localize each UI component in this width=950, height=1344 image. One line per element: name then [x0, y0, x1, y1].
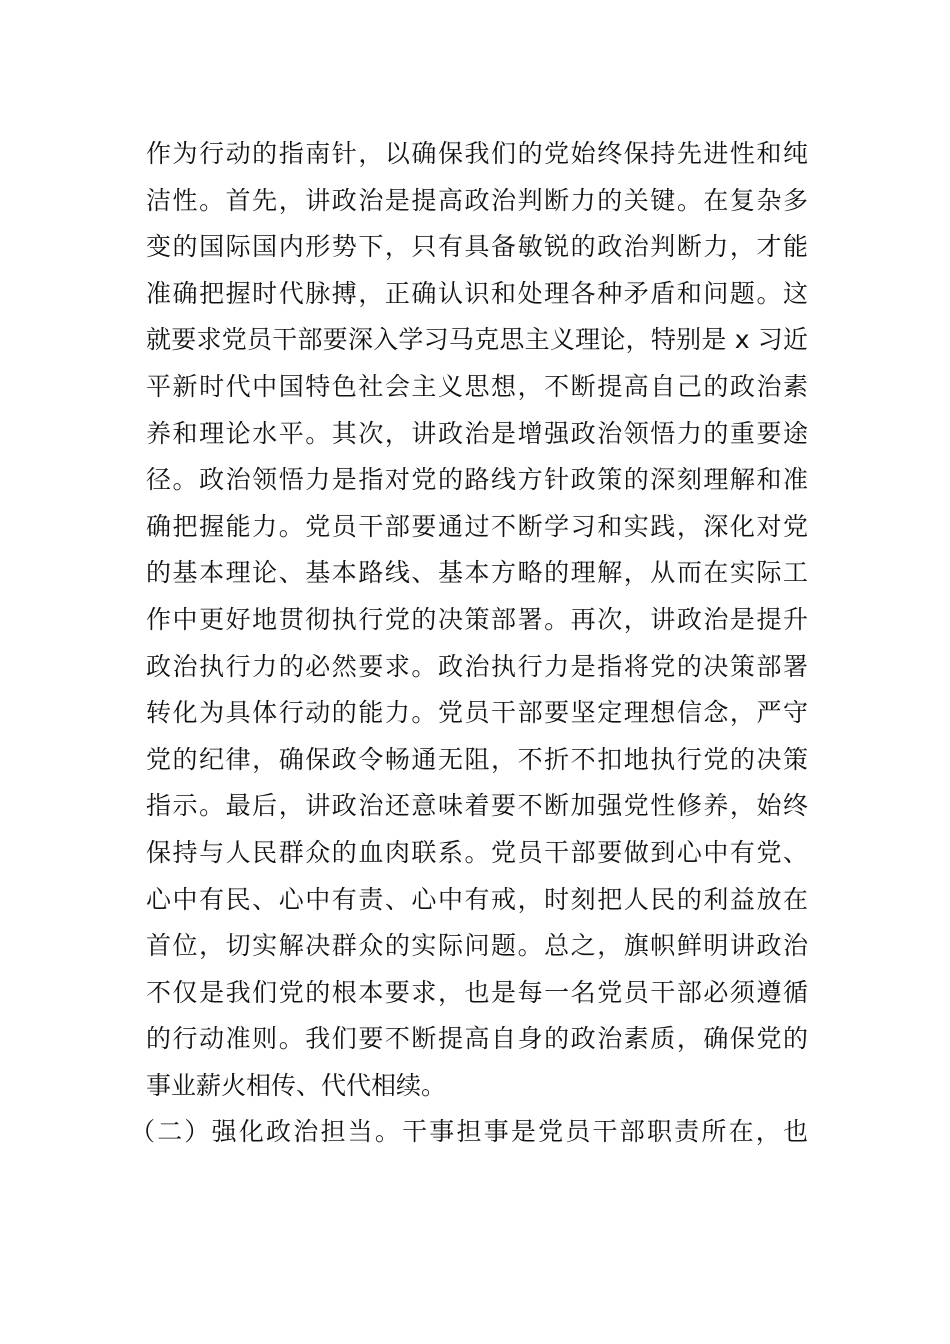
text-line: 就要求党员干部要深入学习马克思主义理论，特别是 x 习近 — [146, 325, 808, 355]
text-line: 的行动准则。我们要不断提高自身的政治素质，确保党的 — [146, 1024, 808, 1054]
text-line: 作为行动的指南针，以确保我们的党始终保持先进性和纯 — [146, 139, 808, 168]
text-line: 确把握能力。党员干部要通过不断学习和实践，深化对党 — [146, 511, 808, 541]
text-line: 转化为具体行动的能力。党员干部要坚定理想信念，严守 — [146, 698, 808, 728]
body-text — [130, 131, 808, 1156]
section-heading-line: （二）强化政治担当。干事担事是党员干部职责所在，也 — [130, 1117, 808, 1147]
text-line: 保持与人民群众的血肉联系。党员干部要做到心中有党、 — [146, 837, 808, 867]
text-line: 心中有民、心中有责、心中有戒，时刻把人民的利益放在 — [146, 884, 808, 914]
text-line: 党的纪律，确保政令畅通无阻，不折不扣地执行党的决策 — [146, 744, 808, 774]
paragraph-end-line: 事业薪火相传、代代相续。 — [146, 1070, 447, 1100]
text-line: 变的国际国内形势下，只有具备敏锐的政治判断力，才能 — [146, 232, 808, 262]
text-line: 首位，切实解决群众的实际问题。总之，旗帜鲜明讲政治 — [146, 931, 808, 961]
text-line: 准确把握时代脉搏，正确认识和处理各种矛盾和问题。这 — [146, 278, 808, 308]
text-line: 指示。最后，讲政治还意味着要不断加强党性修养，始终 — [146, 791, 808, 821]
text-line: 平新时代中国特色社会主义思想，不断提高自己的政治素 — [146, 371, 808, 401]
text-line: 洁性。首先，讲政治是提高政治判断力的关键。在复杂多 — [146, 185, 808, 215]
text-line: 的基本理论、基本路线、基本方略的理解，从而在实际工 — [146, 558, 808, 588]
text-line: 养和理论水平。其次，讲政治是增强政治领悟力的重要途 — [146, 418, 808, 448]
text-line: 作中更好地贯彻执行党的决策部署。再次，讲政治是提升 — [146, 604, 808, 634]
text-line: 径。政治领悟力是指对党的路线方针政策的深刻理解和准 — [146, 465, 808, 495]
text-line: 不仅是我们党的根本要求，也是每一名党员干部必须遵循 — [146, 977, 808, 1007]
text-line: 政治执行力的必然要求。政治执行力是指将党的决策部署 — [146, 651, 808, 681]
